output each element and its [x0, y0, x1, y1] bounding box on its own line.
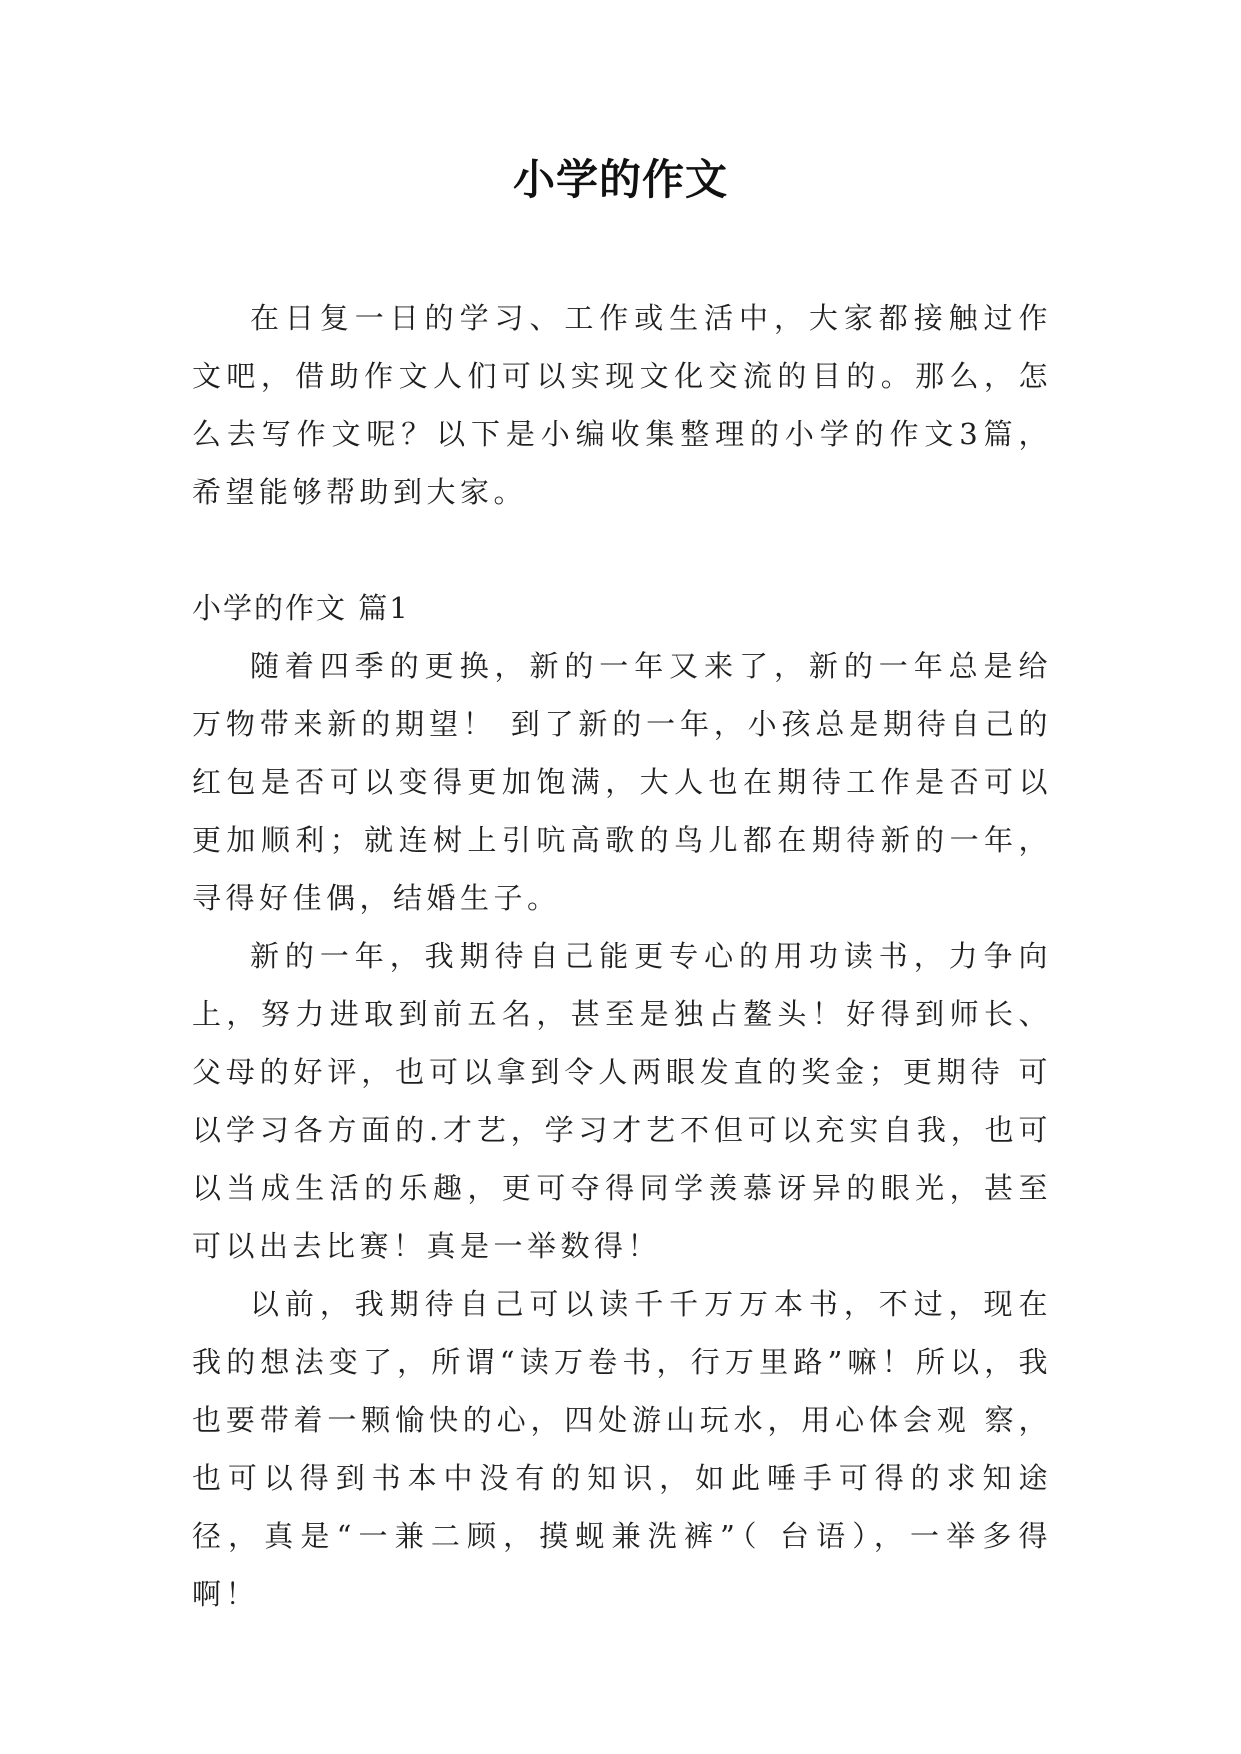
body-paragraph-2: 新的一年，我期待自己能更专心的用功读书，力争向上，努力进取到前五名，甚至是独占鳌头！好得到师长、父母的好评，也可以拿到令人两眼发直的奖金；更期待 可以学习各方面的.才艺，学习才艺不但可以充实自我，也可以当成生活的乐趣，更可夺得同学羡慕讶异的眼光，甚至可以出去比赛！真是一举数得！ [192, 939, 1052, 1263]
section-heading: 小学的作文 篇1 [192, 591, 410, 625]
body-paragraph-1: 随着四季的更换，新的一年又来了，新的一年总是给万物带来新的期望！ 到了新的一年，小孩总是期待自己的红包是否可以变得更加饱满，大人也在期待工作是否可以更加顺利；就连树上引吭高歌的鸟儿都在期待新的一年，寻得好佳偶，结婚生子。 [192, 649, 1052, 915]
body-paragraph-3: 以前，我期待自己可以读千千万万本书，不过，现在我的想法变了，所谓“读万卷书，行万里路”嘛！所以，我也要带着一颗愉快的心，四处游山玩水，用心体会观 察，也可以得到书本中没有的知识，如此唾手可得的求知途径，真是“一兼二顾，摸蚬兼洗裤”（ 台语），一举多得啊！ [192, 1287, 1052, 1611]
document-title: 小学的作文 [512, 155, 728, 204]
document-body [192, 289, 1052, 1623]
intro-paragraph: 在日复一日的学习、工作或生活中，大家都接触过作文吧，借助作文人们可以实现文化交流的目的。那么，怎么去写作文呢？以下是小编收集整理的小学的作文3篇，希望能够帮助到大家。 [192, 301, 1052, 509]
